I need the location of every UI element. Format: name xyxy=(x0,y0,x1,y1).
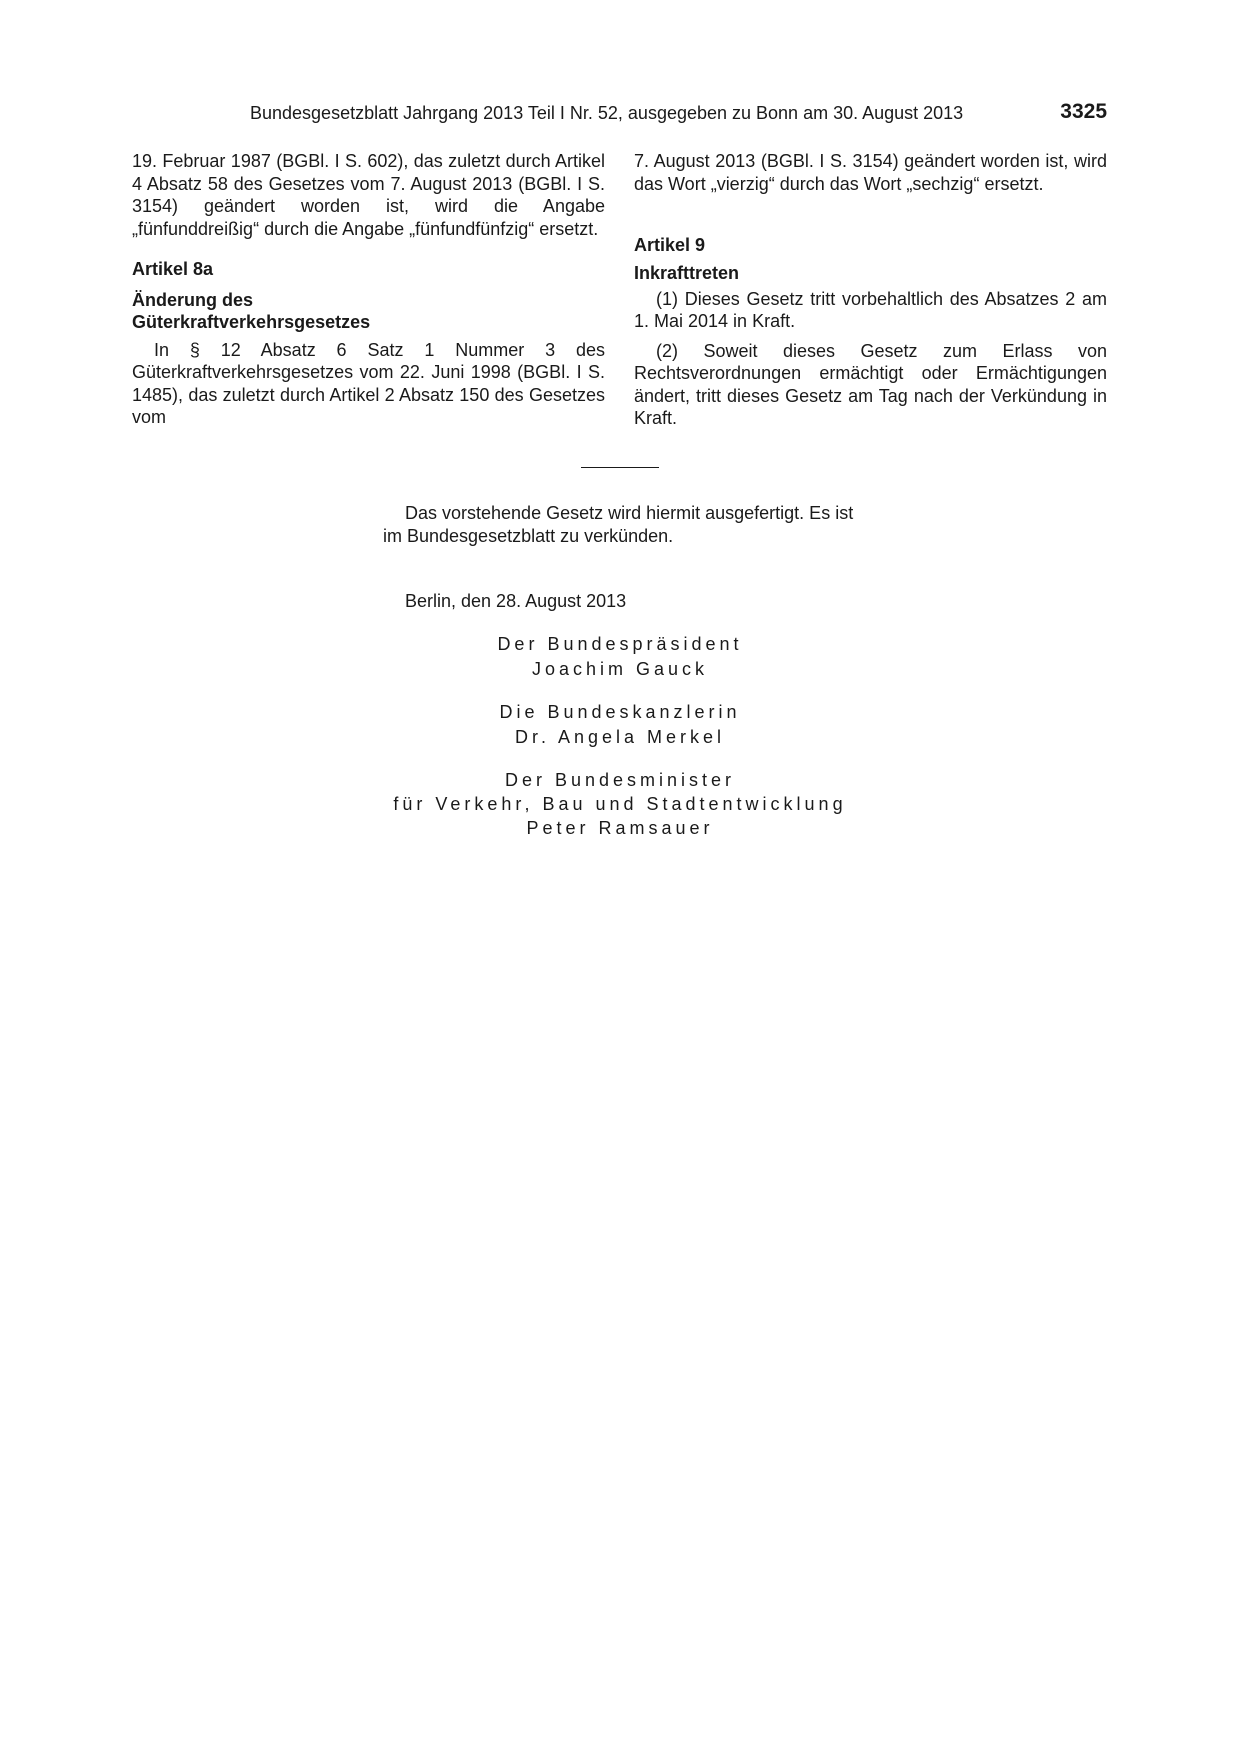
article-9-title: Artikel 9 xyxy=(634,235,706,255)
signatory-office-line2: für Verkehr, Bau und Stadtentwicklung xyxy=(393,794,847,814)
signatory-office: Der Bundespräsident xyxy=(497,634,743,654)
enactment-formula-text: Das vorstehende Gesetz wird hiermit ausgefertigt. Es ist im Bundesgesetzblatt zu verkünden. xyxy=(383,503,854,546)
place-date: Berlin, den 28. August 2013 xyxy=(405,591,627,611)
signatory-office: Der Bundesminister xyxy=(504,770,736,790)
signatory-name: Peter Ramsauer xyxy=(526,818,714,838)
signatory-name: Joachim Gauck xyxy=(531,659,709,679)
right-continuation-text: 7. August 2013 (BGBl. I S. 3154) geändert worden ist, wird das Wort „vierzig“ durch das Wort „sechzig“ ersetzt. xyxy=(634,151,1107,194)
article-9-paragraph-1: (1) Dieses Gesetz tritt vorbehaltlich des Absatzes 2 am 1. Mai 2014 in Kraft. xyxy=(634,288,1107,331)
signatory-chancellor xyxy=(340,700,900,750)
signatory-president xyxy=(340,632,900,682)
article-8a-heading-line1: Änderung des xyxy=(132,289,254,310)
article-8a-title: Artikel 8a xyxy=(132,259,214,279)
right-column xyxy=(634,150,1107,430)
article-9-heading: Inkrafttreten xyxy=(634,262,740,283)
article-8a-heading-line2: Güterkraftverkehrsgesetzes xyxy=(132,311,371,332)
article-9-paragraph-2: (2) Soweit dieses Gesetz zum Erlass von Rechtsverordnungen ermächtigt oder Ermächtigungen ändert, tritt dieses Gesetz am Tag nach der Verkündung in Kraft. xyxy=(634,340,1107,428)
signatory-minister xyxy=(340,768,900,840)
left-column xyxy=(132,150,605,429)
running-title: Bundesgesetzblatt Jahrgang 2013 Teil I Nr. 52, ausgegeben zu Bonn am 30. August 2013 xyxy=(250,103,964,123)
article-8a-paragraph: In § 12 Absatz 6 Satz 1 Nummer 3 des Güterkraftverkehrsgesetzes vom 22. Juni 1998 (BGBl. I S. 1485), das zuletzt durch Artikel 2 Absatz 150 des Gesetzes vom xyxy=(132,339,605,427)
page-header xyxy=(250,100,1107,130)
separator-rule xyxy=(581,467,659,468)
left-continuation-text: 19. Februar 1987 (BGBl. I S. 602), das zuletzt durch Artikel 4 Absatz 58 des Gesetzes vom 7. August 2013 (BGBl. I S. 3154) geändert worden ist, wird die Angabe „fünfunddreißig“ durch die Angabe „fünfundfünfzig“ ersetzt. xyxy=(132,151,605,239)
signatory-name: Dr. Angela Merkel xyxy=(514,727,726,747)
page-number: 3325 xyxy=(1060,100,1107,123)
signatory-office: Die Bundeskanzlerin xyxy=(499,702,741,722)
enactment-formula xyxy=(383,502,859,548)
